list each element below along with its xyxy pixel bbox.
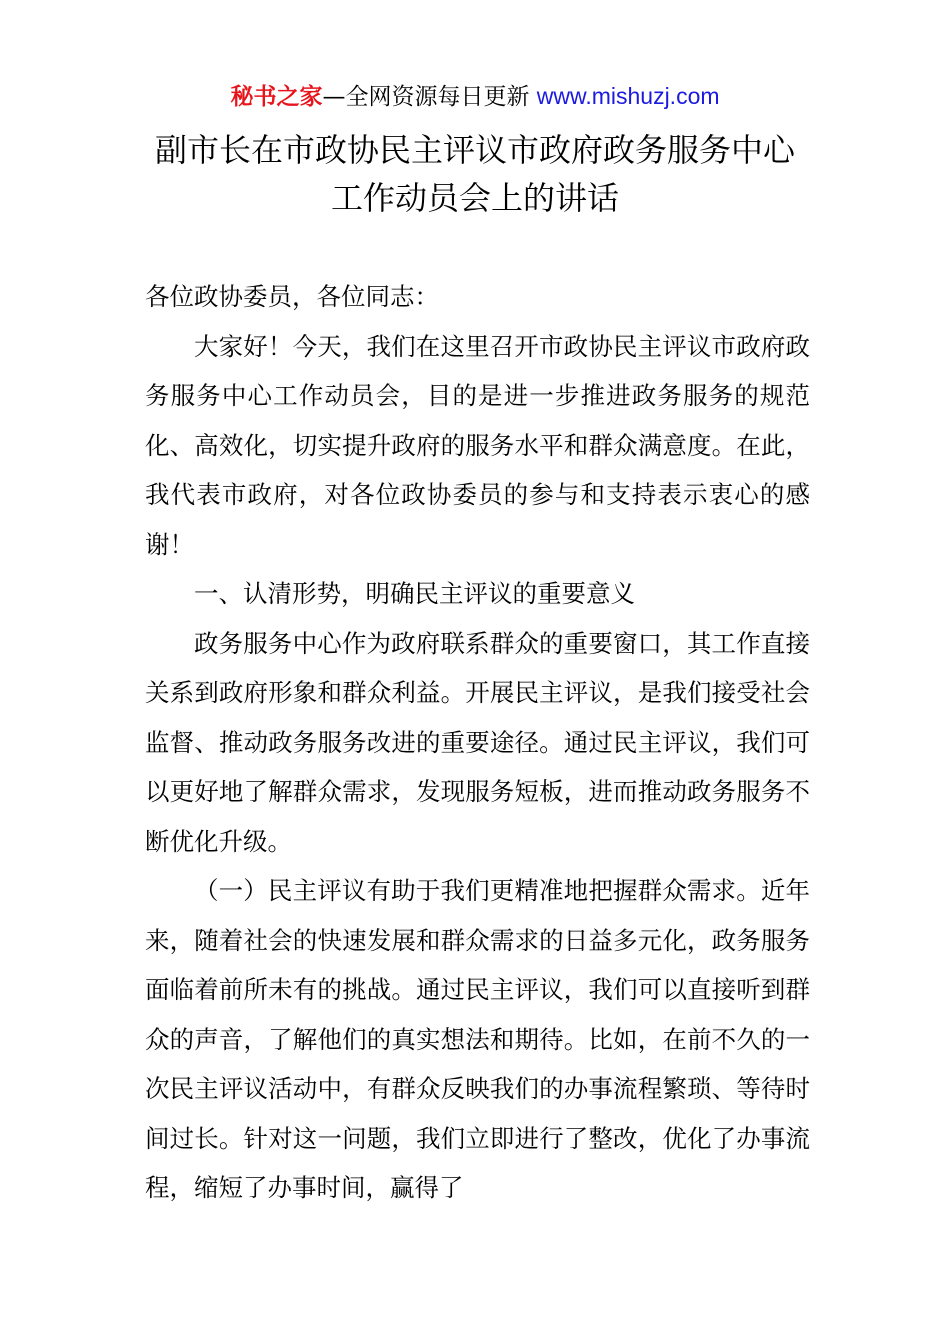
- section-heading-1: 一、认清形势，明确民主评议的重要意义: [194, 579, 635, 608]
- document-title: [0, 126, 950, 222]
- paragraph-opening: 大家好！今天，我们在这里召开市政协民主评议市政府政务服务中心工作动员会，目的是进一步推进政务服务的规范化、高效化，切实提升政府的服务水平和群众满意度。在此，我代表市政府，对各位政协委员的参与和支持表示衷心的感谢！: [145, 331, 810, 559]
- paragraph-subsection-1: （一）民主评议有助于我们更精准地把握群众需求。近年来，随着社会的快速发展和群众需求的日益多元化，政务服务面临着前所未有的挑战。通过民主评议，我们可以直接听到群众的声音，了解他们的真实想法和期待。比如，在前不久的一次民主评议活动中，有群众反映我们的办事流程繁琐、等待时间过长。针对这一问题，我们立即进行了整改，优化了办事流程，缩短了办事时间，赢得了: [145, 876, 810, 1202]
- title-line-1: 副市长在市政协民主评议市政府政务服务中心: [154, 131, 795, 169]
- site-url-link[interactable]: www.mishuzj.com: [536, 83, 720, 109]
- site-tagline: —全网资源每日更新: [322, 84, 537, 110]
- title-line-2: 工作动员会上的讲话: [330, 179, 619, 217]
- site-header: [0, 80, 950, 113]
- salutation: 各位政协委员，各位同志：: [145, 282, 439, 311]
- site-brand: 秘书之家: [230, 84, 323, 110]
- document-body: [145, 272, 810, 1213]
- paragraph-section-1: 政务服务中心作为政府联系群众的重要窗口，其工作直接关系到政府形象和群众利益。开展民主评议，是我们接受社会监督、推动政务服务改进的重要途径。通过民主评议，我们可以更好地了解群众需求，发现服务短板，进而推动政务服务不断优化升级。: [145, 628, 810, 856]
